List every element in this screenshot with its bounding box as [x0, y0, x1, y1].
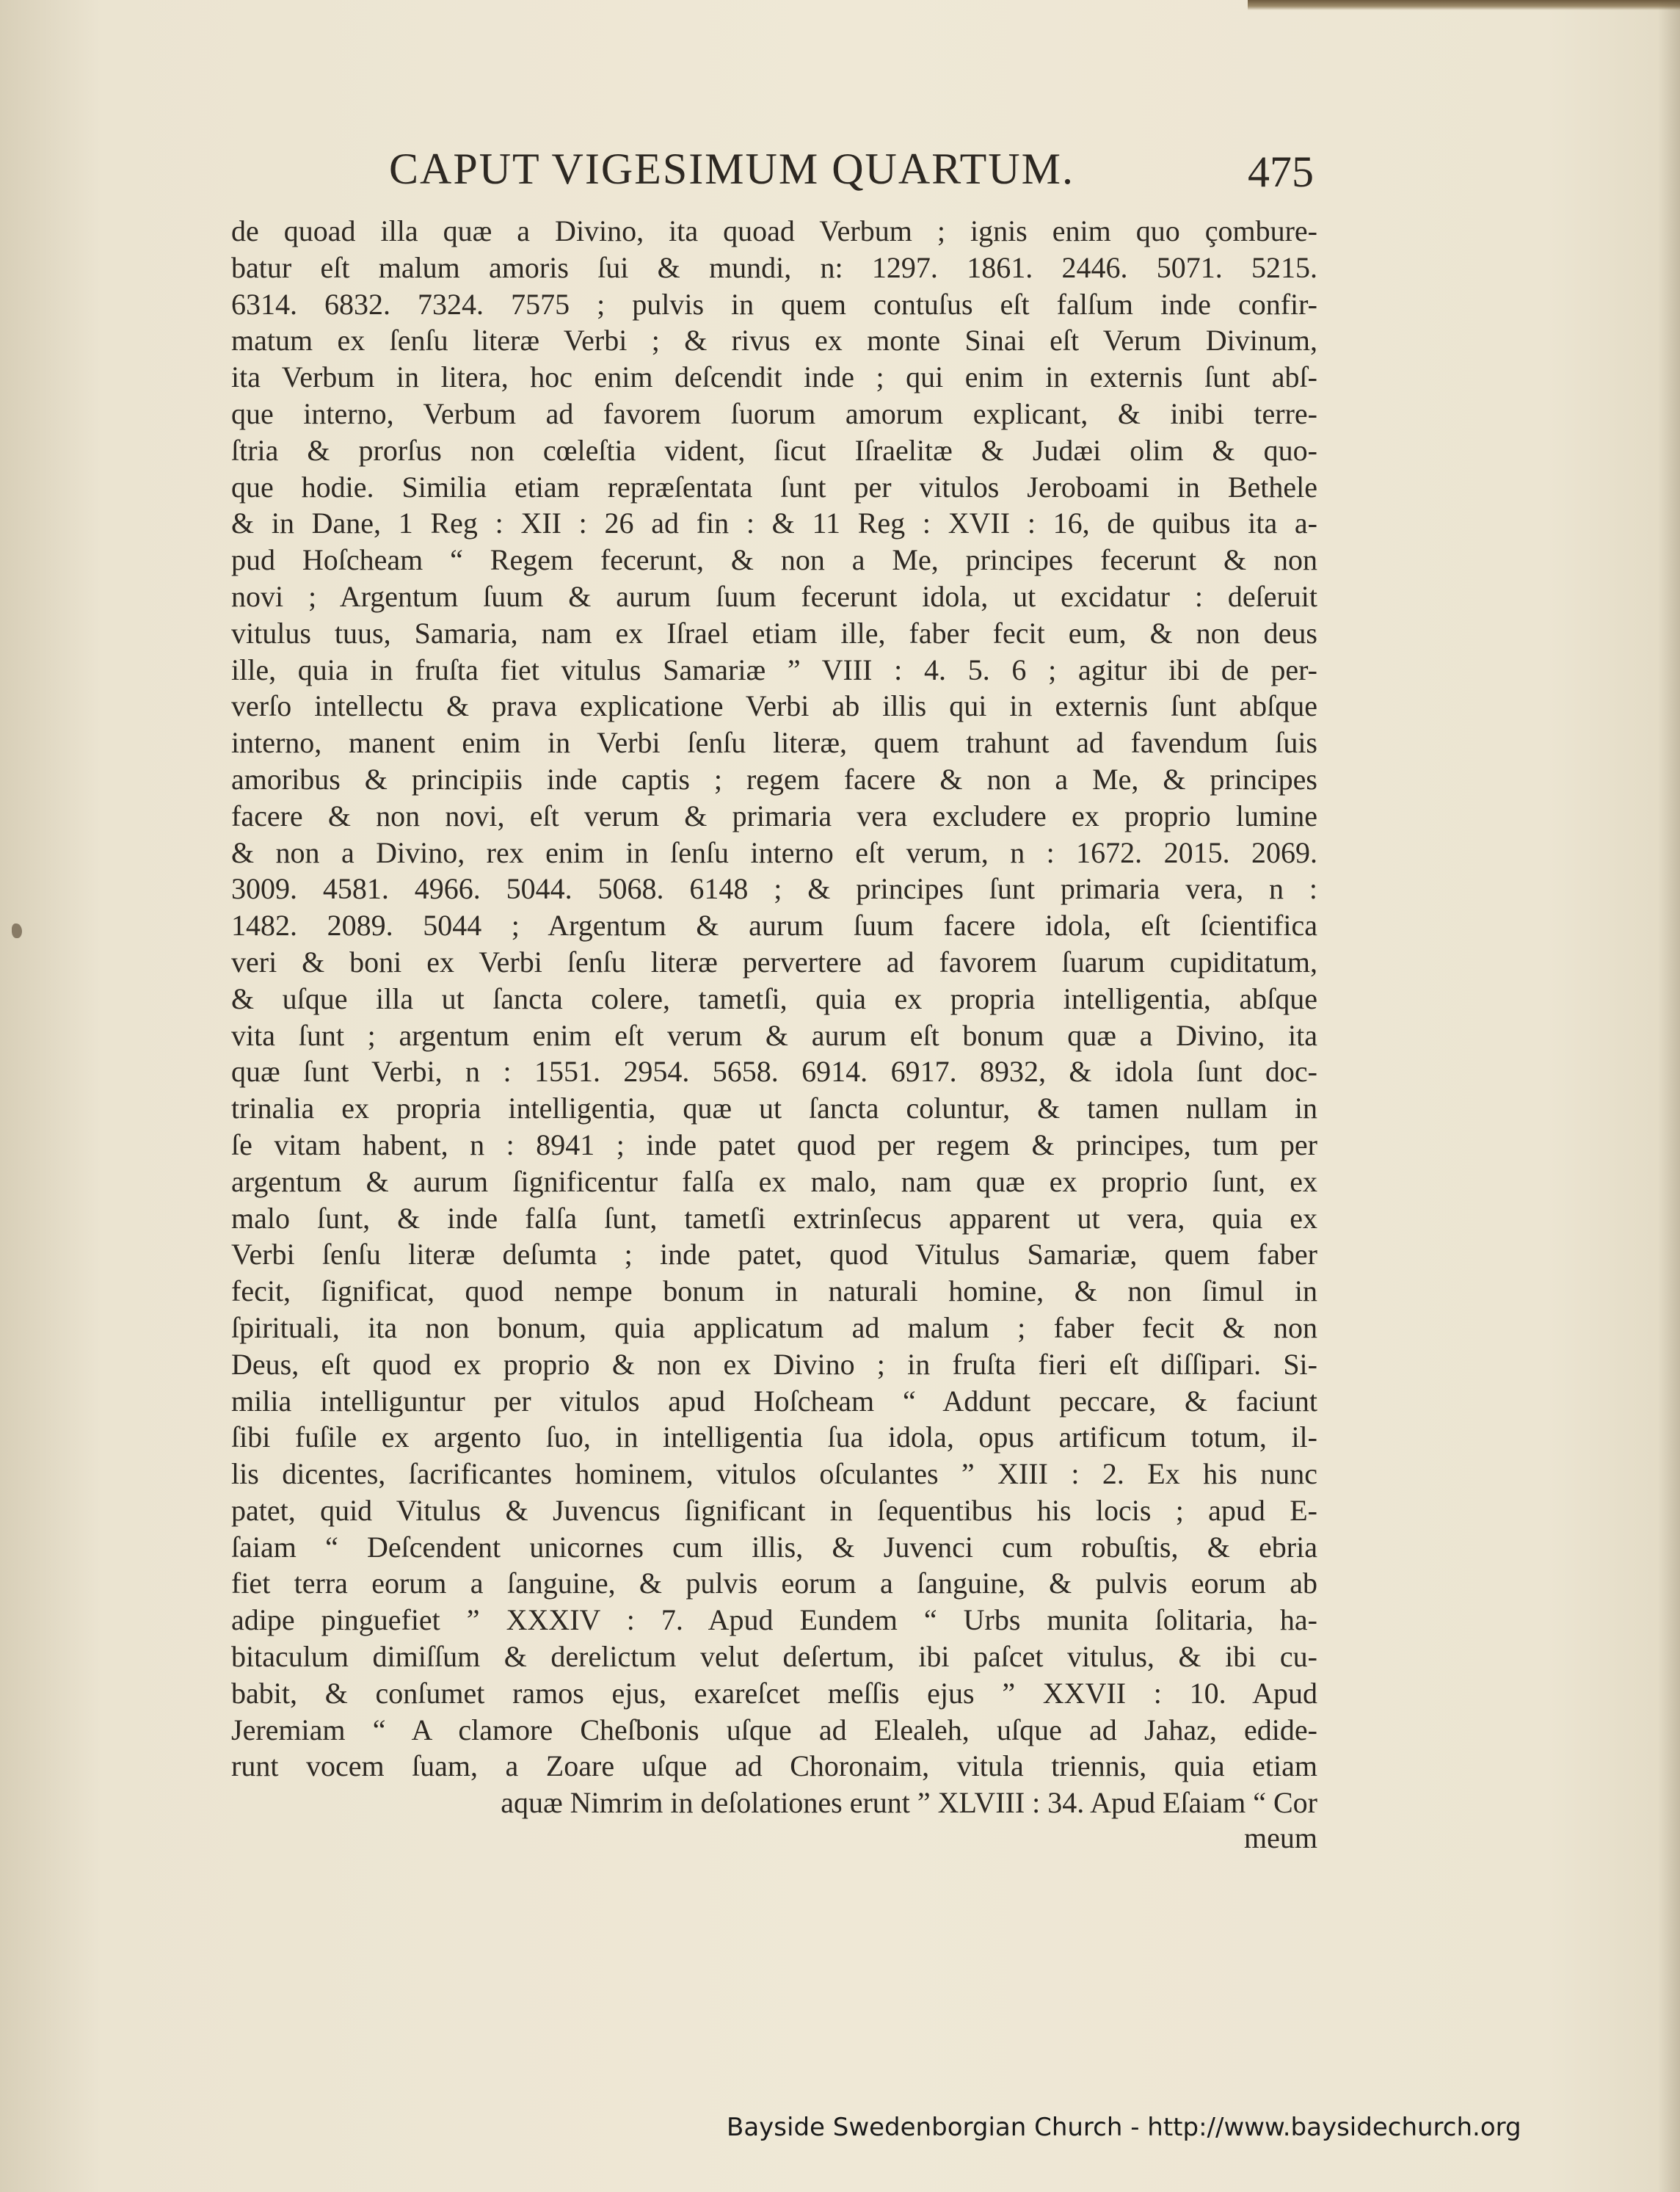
catchword: meum	[1244, 1821, 1317, 1854]
text-line: pud Hoſcheam “ Regem fecerunt, & non a Me, principes fecerunt & non	[231, 543, 1317, 577]
text-line: matum ex ſenſu literæ Verbi ; & rivus ex monte Sinai eſt Verum Divinum,	[231, 324, 1317, 358]
body-text	[231, 213, 1317, 1821]
text-line: verſo intellectu & prava explicatione Verbi ab illis qui in externis ſunt abſque	[231, 689, 1317, 723]
text-line: babit, & conſumet ramos ejus, exareſcet meſſis ejus ” XXVII : 10. Apud	[231, 1676, 1317, 1710]
page-right-edge-shadow	[1658, 0, 1680, 2192]
text-line: malo ſunt, & inde falſa ſunt, tametſi extrinſecus apparent ut vera, quia ex	[231, 1201, 1317, 1235]
text-line: adipe pinguefiet ” XXXIV : 7. Apud Eundem “ Urbs munita ſolitaria, ha-	[231, 1603, 1317, 1637]
text-line: veri & boni ex Verbi ſenſu literæ pervertere ad favorem ſuarum cupiditatum,	[231, 945, 1317, 979]
text-line: vitulus tuus, Samaria, nam ex Iſrael etiam ille, faber fecit eum, & non deus	[231, 616, 1317, 650]
text-line: milia intelliguntur per vitulos apud Hoſcheam “ Addunt peccare, & faciunt	[231, 1384, 1317, 1418]
text-line: que interno, Verbum ad favorem ſuorum amorum explicant, & inibi terre-	[231, 396, 1317, 430]
text-line: de quoad illa quæ a Divino, ita quoad Verbum ; ignis enim quo çombure-	[231, 214, 1317, 247]
text-line: ſaiam “ Deſcendent unicornes cum illis, & Juvenci cum robuſtis, & ebria	[231, 1530, 1317, 1564]
text-line: interno, manent enim in Verbi ſenſu literæ, quem trahunt ad favendum ſuis	[231, 726, 1317, 760]
text-line: fecit, ſignificat, quod nempe bonum in naturali homine, & non ſimul in	[231, 1274, 1317, 1308]
footer-credit: Bayside Swedenborgian Church - http://www.baysidechurch.org	[727, 2113, 1521, 2142]
page-number: 475	[1248, 148, 1314, 196]
text-line: trinalia ex propria intelligentia, quæ ut ſancta coluntur, & tamen nullam in	[231, 1092, 1317, 1125]
text-line: ita Verbum in litera, hoc enim deſcendit inde ; qui enim in externis ſunt abſ-	[231, 360, 1317, 394]
text-line: & uſque illa ut ſancta colere, tametſi, quia ex propria intelligentia, abſque	[231, 981, 1317, 1015]
text-line: ille, quia in fruſta fiet vitulus Samariæ ” VIII : 4. 5. 6 ; agitur ibi de per-	[231, 653, 1317, 686]
running-head	[0, 144, 1680, 203]
text-line: fiet terra eorum a ſanguine, & pulvis eorum a ſanguine, & pulvis eorum ab	[231, 1567, 1317, 1600]
text-line: ſpirituali, ita non bonum, quia applicatum ad malum ; faber fecit & non	[231, 1310, 1317, 1344]
paper-blemish	[12, 923, 22, 938]
text-line: Verbi ſenſu literæ deſumta ; inde patet, quod Vitulus Samariæ, quem faber	[231, 1238, 1317, 1271]
text-line: 1482. 2089. 5044 ; Argentum & aurum ſuum facere idola, eſt ſcientifica	[231, 909, 1317, 943]
text-line: quæ ſunt Verbi, n : 1551. 2954. 5658. 6914. 6917. 8932, & idola ſunt doc-	[231, 1055, 1317, 1089]
text-line: runt vocem ſuam, a Zoare uſque ad Choronaim, vitula triennis, quia etiam	[231, 1749, 1317, 1783]
text-line: patet, quid Vitulus & Juvencus ſignificant in ſequentibus his locis ; apud E-	[231, 1493, 1317, 1527]
chapter-title: CAPUT VIGESIMUM QUARTUM.	[389, 145, 1074, 193]
text-line: Deus, eſt quod ex proprio & non ex Divino ; in fruſta fieri eſt diſſipari. Si-	[231, 1347, 1317, 1381]
text-line: 3009. 4581. 4966. 5044. 5068. 6148 ; & principes ſunt primaria vera, n :	[231, 872, 1317, 906]
text-line: aquæ Nimrim in deſolationes erunt ” XLVIII : 34. Apud Eſaiam “ Cor	[501, 1786, 1317, 1820]
text-line: vita ſunt ; argentum enim eſt verum & aurum eſt bonum quæ a Divino, ita	[231, 1018, 1317, 1052]
text-line: & in Dane, 1 Reg : XII : 26 ad fin : & 11 Reg : XVII : 16, de quibus ita a-	[231, 507, 1317, 540]
text-line: novi ; Argentum ſuum & aurum ſuum fecerunt idola, ut excidatur : deſeruit	[231, 579, 1317, 613]
text-line: batur eſt malum amoris ſui & mundi, n: 1297. 1861. 2446. 5071. 5215.	[231, 250, 1317, 284]
text-line: bitaculum dimiſſum & derelictum velut deſertum, ibi paſcet vitulus, & ibi cu-	[231, 1640, 1317, 1674]
text-line: & non a Divino, rex enim in ſenſu interno eſt verum, n : 1672. 2015. 2069.	[231, 835, 1317, 869]
text-line: amoribus & principiis inde captis ; regem facere & non a Me, & principes	[231, 762, 1317, 796]
text-line: ſibi fuſile ex argento ſuo, in intelligentia ſua idola, opus artificum totum, il-	[231, 1420, 1317, 1454]
text-line: lis dicentes, ſacrificantes hominem, vitulos oſculantes ” XIII : 2. Ex his nunc	[231, 1457, 1317, 1491]
text-line: 6314. 6832. 7324. 7575 ; pulvis in quem contuſus eſt falſum inde confir-	[231, 287, 1317, 321]
text-line: argentum & aurum ſignificentur falſa ex malo, nam quæ ex proprio ſunt, ex	[231, 1164, 1317, 1198]
text-line: que hodie. Similia etiam repræſentata ſunt per vitulos Jeroboami in Bethele	[231, 470, 1317, 504]
text-line: Jeremiam “ A clamore Cheſbonis uſque ad Elealeh, uſque ad Jahaz, edide-	[231, 1713, 1317, 1746]
text-line: facere & non novi, eſt verum & primaria vera excludere ex proprio lumine	[231, 799, 1317, 832]
text-line: ſe vitam habent, n : 8941 ; inde patet quod per regem & principes, tum per	[231, 1128, 1317, 1161]
text-line: ſtria & prorſus non cœleſtia vident, ſicut Iſraelitæ & Judæi olim & quo-	[231, 433, 1317, 467]
page-top-edge-shadow	[1248, 0, 1680, 10]
